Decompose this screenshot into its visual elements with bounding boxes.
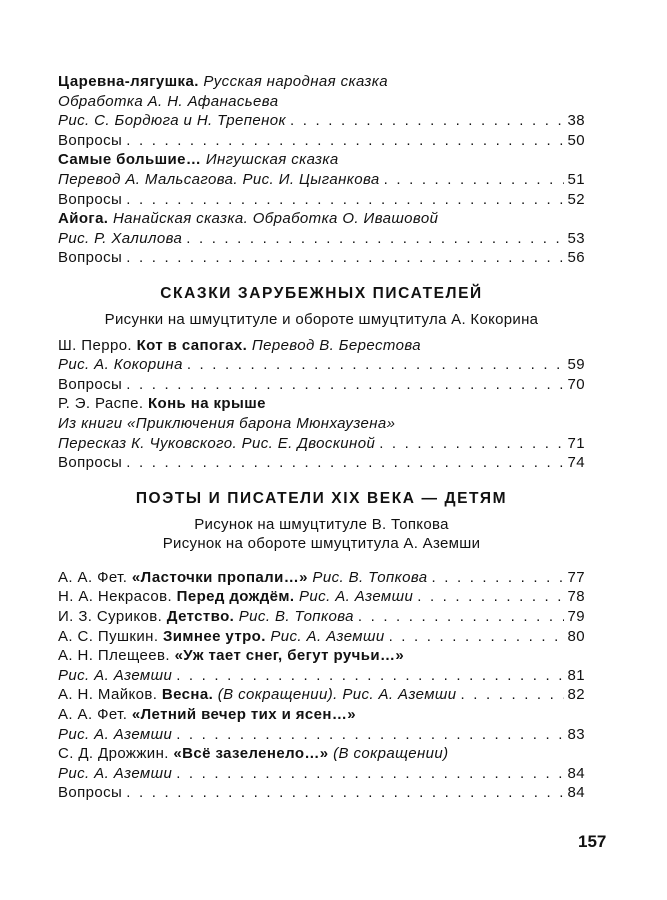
entry-author: Ш. Перро. [58, 336, 133, 354]
toc-entry [58, 627, 585, 647]
toc-entry-line [58, 92, 585, 112]
toc-entry-questions [58, 190, 585, 210]
toc-entry-heading [58, 646, 585, 666]
entry-plain: Вопросы [58, 190, 123, 208]
dot-leader [358, 607, 564, 627]
dot-leader [126, 131, 563, 151]
dot-leader [461, 685, 564, 705]
entry-title: Детство. [166, 608, 235, 626]
entry-line-text: Рис. А. Аземши [58, 725, 173, 743]
page-number: 74 [567, 454, 585, 472]
dot-leader [379, 434, 563, 454]
entry-plain: Вопросы [58, 454, 123, 472]
entry-title: «Летний вечер тих и ясен…» [131, 706, 356, 724]
dot-leader [126, 453, 563, 473]
page-number: 71 [567, 434, 585, 452]
entry-note: Рис. В. Топкова [312, 568, 428, 586]
entry-note: Русская народная сказка [203, 73, 389, 90]
page-number: 79 [567, 608, 585, 626]
section-title: ПОЭТЫ И ПИСАТЕЛИ XIX ВЕКА — ДЕТЯМ [135, 489, 508, 507]
entry-note: Рис. В. Топкова [238, 608, 354, 626]
page-number: 56 [567, 249, 585, 267]
entry-title: Кот в сапогах. [136, 336, 248, 354]
toc-entry-heading [58, 744, 585, 764]
entry-author: И. З. Суриков. [58, 608, 163, 626]
entry-note: Ингушская сказка [205, 151, 339, 169]
page-number: 80 [567, 627, 585, 645]
entry-line-text: Рис. А. Кокорина [58, 356, 183, 374]
toc-entry-line [58, 229, 585, 249]
toc-entry-heading [58, 394, 585, 414]
dot-leader [176, 725, 563, 745]
dot-leader [126, 190, 563, 210]
entry-author: А. Н. Майков. [58, 686, 158, 704]
entry-note: (В сокращении) [333, 745, 449, 763]
entry-title: Весна. [161, 686, 214, 704]
entry-line-text: Из книги «Приключения барона Мюнхаузена» [58, 414, 396, 432]
section-note: Рисунок на обороте шмуцтитула А. Аземши [162, 535, 481, 553]
dot-leader [126, 248, 563, 268]
entry-line-text: Рис. А. Аземши [58, 666, 173, 684]
page-number: 77 [567, 568, 585, 586]
entry-line-text: Пересказ К. Чуковского. Рис. Е. Двоскиной [58, 434, 376, 452]
page-number: 84 [567, 764, 585, 782]
page-folio: 157 [578, 832, 607, 851]
toc-entry-line [58, 355, 585, 375]
page-number: 50 [567, 131, 585, 149]
page-number: 38 [567, 112, 585, 130]
entry-title: «Всё зазеленело…» [173, 745, 329, 763]
page-number: 84 [567, 784, 585, 802]
dot-leader [126, 783, 563, 803]
dot-leader [417, 587, 563, 607]
entry-line-text: Перевод А. Мальсагова. Рис. И. Цыганкова [58, 170, 380, 188]
dot-leader [176, 666, 563, 686]
entry-title: Конь на крыше [147, 395, 266, 413]
dot-leader [384, 170, 564, 190]
section-foreign-writers [58, 284, 585, 473]
entry-note: Рис. А. Аземши [299, 588, 414, 606]
entry-title: Царевна-лягушка. [58, 73, 199, 90]
toc-entry-heading [58, 336, 585, 356]
entry-line-text: Рис. Р. Халилова [58, 229, 183, 247]
dot-leader [290, 111, 563, 131]
toc-entry-heading [58, 209, 585, 229]
entry-author: А. А. Фет. [58, 706, 128, 724]
entry-author: Н. А. Некрасов. [58, 588, 173, 606]
entry-plain: Вопросы [58, 375, 123, 393]
toc-entry-questions [58, 131, 585, 151]
dot-leader [126, 375, 563, 395]
toc-entry [58, 568, 585, 588]
toc-entry-line [58, 414, 585, 434]
entry-note: (В сокращении). Рис. А. Аземши [217, 686, 457, 704]
entry-title: Самые большие… [58, 151, 202, 169]
dot-leader [187, 355, 564, 375]
toc-entry-heading [58, 72, 585, 92]
toc-entry-line [58, 434, 585, 454]
entry-title: Айога. [58, 210, 109, 228]
toc-entry [58, 607, 585, 627]
entry-author: А. С. Пушкин. [58, 627, 159, 645]
toc-entry-line [58, 111, 585, 131]
toc-entry-questions [58, 453, 585, 473]
page-number: 82 [567, 686, 585, 704]
section-19th-century [58, 489, 585, 803]
toc-entry-heading [58, 705, 585, 725]
toc-entry [58, 587, 585, 607]
section-folk-tales [58, 72, 585, 268]
page-number: 59 [567, 356, 585, 374]
entry-note: Перевод В. Берестова [251, 336, 421, 354]
page-number: 70 [567, 375, 585, 393]
entry-author: А. А. Фет. [58, 568, 128, 586]
entry-title: Перед дождём. [176, 588, 295, 606]
toc-entry-questions [58, 248, 585, 268]
dot-leader [389, 627, 564, 647]
entry-line-text: Рис. С. Бордюга и Н. Трепенок [58, 112, 287, 130]
page-number: 81 [567, 666, 585, 684]
page-number: 52 [567, 190, 585, 208]
entry-title: Зимнее утро. [163, 627, 266, 645]
entry-title: «Уж тает снег, бегут ручьи…» [174, 647, 405, 665]
dot-leader [431, 568, 563, 588]
toc-entry-line [58, 666, 585, 686]
toc-entry-heading [58, 150, 585, 170]
entry-title: «Ласточки пропали…» [131, 568, 308, 586]
toc-entry-questions [58, 783, 585, 803]
entry-note: Нанайская сказка. Обработка О. Ивашовой [112, 210, 439, 228]
page-number: 51 [567, 170, 585, 188]
table-of-contents [58, 72, 585, 803]
toc-entry-questions [58, 375, 585, 395]
toc-entry-line [58, 725, 585, 745]
entry-author: Р. Э. Распе. [58, 395, 144, 413]
section-note: Рисунок на шмуцтитуле В. Топкова [194, 515, 449, 533]
page-number: 78 [567, 588, 585, 606]
section-title: СКАЗКИ ЗАРУБЕЖНЫХ ПИСАТЕЛЕЙ [160, 284, 483, 302]
entry-author: А. Н. Плещеев. [58, 647, 170, 665]
entry-author: С. Д. Дрожжин. [58, 745, 169, 763]
page-number: 83 [567, 725, 585, 743]
page-number: 53 [567, 229, 585, 247]
entry-line-text: Обработка А. Н. Афанасьева [58, 92, 279, 110]
dot-leader [176, 764, 563, 784]
section-note: Рисунки на шмуцтитуле и обороте шмуцтитула А. Кокорина [104, 310, 539, 328]
entry-plain: Вопросы [58, 784, 123, 802]
entry-line-text: Рис. А. Аземши [58, 764, 173, 782]
toc-entry-line [58, 170, 585, 190]
entry-note: Рис. А. Аземши [270, 627, 385, 645]
toc-entry [58, 685, 585, 705]
entry-plain: Вопросы [58, 249, 123, 267]
entry-plain: Вопросы [58, 131, 123, 149]
toc-entry-line [58, 764, 585, 784]
dot-leader [186, 229, 563, 249]
